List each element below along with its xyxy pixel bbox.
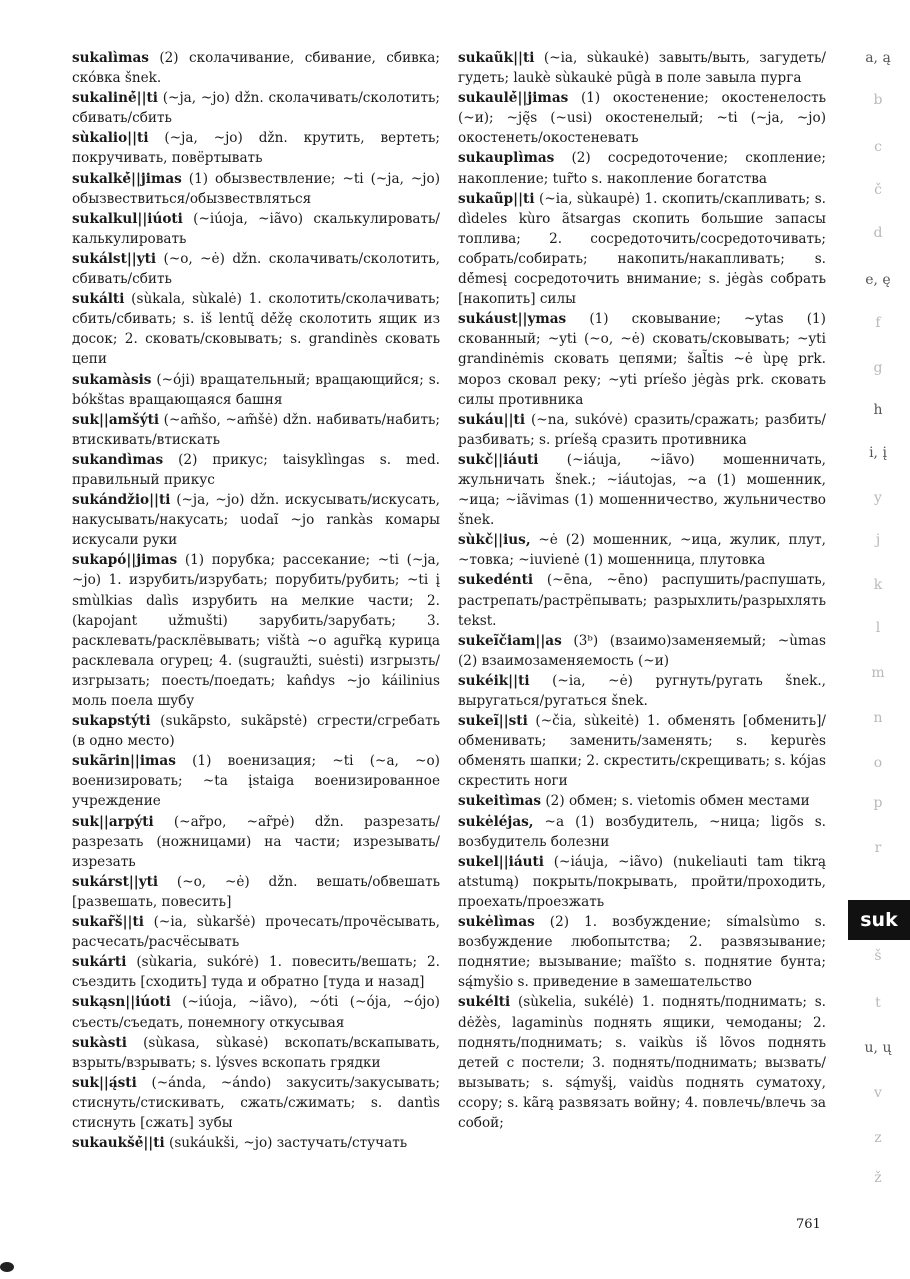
entry-headword: sukamàsis xyxy=(72,371,152,388)
right-column xyxy=(458,48,826,1133)
dictionary-entry: sukéik||ti (~ia, ~ė) ругнуть/ругать šnek., выругаться/ругаться šnek. xyxy=(458,672,826,709)
index-letter[interactable]: t xyxy=(875,995,881,1011)
entry-headword: sukąsn||iúoti xyxy=(72,994,171,1011)
dictionary-entry: sukedénti (~ēna, ~ēno) распушить/распушать, растрепать/растрёпывать; разрыхлить/разрыхлять tekst. xyxy=(458,572,826,629)
dictionary-entry: sukėlìmas (2) 1. возбуждение; símalsùmo s. возбуждение любопытства; 2. развязывание; поднятие; вызывание; maĩšto s. поднятие бунта; są́myšio s. приведение в замешательство xyxy=(458,914,826,991)
left-column xyxy=(72,48,440,1153)
entry-headword: sukeitìmas xyxy=(458,793,542,810)
entry-headword: sukapó||jimas xyxy=(72,552,178,569)
index-letter[interactable]: u, ų xyxy=(864,1040,892,1056)
dictionary-entry: sukapó||jimas (1) порубка; рассекание; ~ti (~ja, ~jo) 1. изрубить/изрубать; порубить/рубить; ~ti į smùlkias dalìs изрубить на мелкие части; 2. (kapojant užmušti) зарубить/зарубать; 3. расклевать/расклёвывать; vištà ~o agur̃ką курица расклевала огурец; 4. (sugraužti, suėsti) изгрызть/изгрызать; поесть/поедать; kan̂dys ~jo káilinius моль поела шубу xyxy=(72,552,440,709)
entry-headword: sukalkė́||jimas xyxy=(72,170,182,187)
dictionary-entry: sukč||iáuti (~iáuja, ~iãvo) мошенничать, жульничать šnek.; ~iáutojas, ~a (1) мошенник, ~ица; ~iãvimas (1) мошенничество, жульничество šnek. xyxy=(458,451,826,529)
index-letter[interactable]: o xyxy=(873,755,883,771)
entry-headword: sukaukšė́||ti xyxy=(72,1135,165,1152)
index-letter[interactable]: e, ę xyxy=(865,272,891,288)
dictionary-entry: sukárti (sùkaria, sukórė) 1. повесить/вешать; 2. съездить [сходить] туда и обратно [туда и назад] xyxy=(72,954,440,991)
entry-headword: sukar̃š||ti xyxy=(72,914,144,931)
dictionary-entry: sukálti (sùkala, sùkalė) 1. сколотить/сколачивать; сбить/сбивать; s. iš lentų̃ dė́žę сколотить ящик из досок; 2. сковать/сковывать; s. grandinès сковать цепи xyxy=(72,291,440,368)
dictionary-entry: sukalìmas (2) сколачивание, сбивание, сбивка; скóвка šnek. xyxy=(72,50,440,87)
entry-headword: sukalìmas xyxy=(72,50,149,66)
dictionary-entry: sukãrin||imas (1) военизация; ~ti (~a, ~o) военизировать; ~ta įstaiga военизированное учреждение xyxy=(72,753,440,810)
entry-headword: sukalinė́||ti xyxy=(72,90,158,107)
entry-headword: sukáu||ti xyxy=(458,411,525,428)
dictionary-entry: suk||arpýti (~ar̃po, ~ar̃pė) džn. разрезать/разрезать (ножницами) на части; изрезывать/изрезать xyxy=(72,813,440,870)
dictionary-entry: sukaũk||ti (~ia, sùkaukė) завыть/выть, загудеть/гудеть; laukè sùkaukė pūgà в поле завыла пурга xyxy=(458,50,826,87)
entry-headword: sukélti xyxy=(458,994,511,1011)
index-letter[interactable]: a, ą xyxy=(865,50,891,66)
dictionary-entry: sukapstýti (sukãpsto, sukãpstė) сгрести/сгребать (в одно место) xyxy=(72,713,440,750)
index-letter[interactable]: n xyxy=(873,710,883,726)
entry-headword: sukč||iáuti xyxy=(458,451,539,468)
dictionary-entry: sukándžio||ti (~ja, ~jo) džn. искусывать/искусать, накусывать/накусать; uodaĩ ~jo rankàs комары искусали руки xyxy=(72,492,440,549)
entry-headword: sukárti xyxy=(72,954,127,971)
entry-headword: sukãrin||imas xyxy=(72,753,176,770)
entry-headword: sukáust||ymas xyxy=(458,311,567,328)
entry-headword: suk||arpýti xyxy=(72,813,154,830)
dictionary-entry: suk||amšýti (~am̃šo, ~am̃šė) džn. набивать/набить; втискивать/втискать xyxy=(72,411,440,448)
index-letter[interactable]: z xyxy=(874,1130,882,1146)
dictionary-entry: sukalkė́||jimas (1) обызвествление; ~ti (~ja, ~jo) обызвествиться/обызвествляться xyxy=(72,170,440,207)
index-letter[interactable]: m xyxy=(871,665,885,681)
index-letter[interactable]: š xyxy=(874,948,882,964)
dictionary-entry: sukauplìmas (2) сосредоточение; скопление; накопление; tur̃to s. накопление богатства xyxy=(458,150,826,187)
dictionary-entry: sukamàsis (~óji) вращательный; вращающийся; s. bókštas вращающаяся башня xyxy=(72,371,440,408)
entry-headword: sukandìmas xyxy=(72,451,164,468)
index-letter[interactable]: j xyxy=(875,532,881,548)
index-letter[interactable]: i, į xyxy=(869,445,887,461)
entry-headword: sukárst||yti xyxy=(72,873,159,890)
entry-headword: sukéik||ti xyxy=(458,672,530,689)
dictionary-entry: sukel||iáuti (~iáuja, ~iãvo) (nukeliauti tam tikrą atstumą) покрыть/покрывать, пройти/проходить, проехать/проезжать xyxy=(458,853,826,910)
index-letter[interactable]: c xyxy=(874,139,882,155)
index-letter[interactable]: d xyxy=(873,225,883,241)
entry-headword: sukalkul||iúoti xyxy=(72,210,183,227)
entry-headword: sukel||iáuti xyxy=(458,853,544,870)
index-letter[interactable]: h xyxy=(873,402,883,418)
page-number: 761 xyxy=(796,1217,821,1232)
entry-headword: suk||amšýti xyxy=(72,411,160,428)
index-letter[interactable]: g xyxy=(873,360,883,376)
dictionary-entry: sukaukšė́||ti (sukáukši, ~jo) застучать/стучать xyxy=(72,1135,408,1152)
dictionary-entry: suk||ą́sti (~ánda, ~ándo) закусить/закусывать; стиснуть/стискивать, сжать/сжимать; s. dantìs стиснуть [сжать] зубы xyxy=(72,1074,440,1131)
index-letter[interactable]: l xyxy=(875,620,881,636)
dictionary-entry: sùkč||ius, ~ė (2) мошенник, ~ица, жулик, плут, ~товка; ~iuvienė (1) мошенница, плутовка xyxy=(458,532,826,569)
dictionary-entry: sukandìmas (2) прикус; taisyklìngas s. med. правильный прикус xyxy=(72,451,440,488)
thumb-index-tab[interactable]: suk xyxy=(848,900,910,940)
alphabet-index xyxy=(852,50,902,1200)
entry-headword: sukaũp||ti xyxy=(458,190,535,207)
index-letter[interactable]: f xyxy=(875,315,881,331)
entry-headword: sùkalio||ti xyxy=(72,130,149,147)
dictionary-entry: sukaulė́||jimas (1) окостенение; окостенелость (~и); ~ję̃s (~usi) окостенелый; ~ti (~ja, ~jo) окостенеть/окостеневать xyxy=(458,90,826,147)
entry-headword: sùkč||ius, xyxy=(458,532,531,549)
index-letter[interactable]: b xyxy=(873,92,883,108)
entry-headword: sukàsti xyxy=(72,1034,127,1051)
dictionary-entry: sukeĩčiam||as (3ᵇ) (взаимо)заменяемый; ~ùmas (2) взаимозаменяемость (~и) xyxy=(458,632,826,669)
dictionary-entry: sukálst||yti (~o, ~ė) džn. сколачивать/сколотить, сбивать/сбить xyxy=(72,250,440,288)
entry-headword: sukálti xyxy=(72,291,125,308)
index-letter[interactable]: č xyxy=(874,182,882,198)
dictionary-entry: sukélti (sùkelia, sukélė) 1. поднять/поднимать; s. dėžès, lagaminùs поднять ящики, чемоданы; 2. поднять/поднимать; s. vaikùs iš lõvos поднять детей с постели; 3. поднять/поднимать; вызвать/вызывать; s. są́myšį, vaidùs поднять суматоху, ссору; s. kãrą развязать войну; 4. повлечь/влечь за собой; xyxy=(458,994,826,1131)
dictionary-entry: sukalkul||iúoti (~iúoja, ~iãvo) скалькулировать/калькулировать xyxy=(72,210,440,247)
index-letter[interactable]: p xyxy=(873,795,883,811)
entry-headword: sukapstýti xyxy=(72,713,151,730)
index-letter[interactable]: k xyxy=(873,577,883,593)
entry-headword: sukauplìmas xyxy=(458,150,555,167)
scan-artifact xyxy=(0,1262,14,1272)
entry-headword: sukėléjas, xyxy=(458,813,534,830)
dictionary-entry: sukáust||ymas (1) сковывание; ~ytas (1) скованный; ~yti (~o, ~ė) сковать/сковывать; ~yti grandinėmis сковать цепями; šal̃tis ~ė ùpę prk. мороз сковал реку; ~yti príešo jėgàs prk. сковать силы противника xyxy=(458,311,826,408)
entry-headword: sukálst||yti xyxy=(72,250,157,267)
entry-headword: sukedénti xyxy=(458,572,534,589)
dictionary-entry: sukar̃š||ti (~ia, sùkaršė) прочесать/прочёсывать, расчесать/расчёсывать xyxy=(72,914,440,951)
dictionary-entry: sukėléjas, ~a (1) возбудитель, ~ница; ligõs s. возбудитель болезни xyxy=(458,813,826,850)
entry-headword: sukeĩčiam||as xyxy=(458,632,562,649)
dictionary-entry: sukąsn||iúoti (~iúoja, ~iãvo), ~óti (~ója, ~ójo) съесть/съедать, понемногу откусывая xyxy=(72,994,440,1031)
entry-headword: sukeĩ||sti xyxy=(458,713,528,730)
dictionary-entry: sukárst||yti (~o, ~ė) džn. вешать/обвешать [развешать, повесить] xyxy=(72,873,440,910)
entry-headword: sukaũk||ti xyxy=(458,50,535,66)
thumb-index-bar xyxy=(848,932,910,940)
dictionary-entry: sùkalio||ti (~ja, ~jo) džn. крутить, вертеть; покручивать, повёртывать xyxy=(72,130,440,167)
index-letter[interactable]: ž xyxy=(874,1170,882,1186)
dictionary-entry: sukeĩ||sti (~čia, sùkeitė) 1. обменять [обменить]/обменивать; заменить/заменять; s. kepurès обменять шапки; 2. скрестить/скрещивать; s. kójas скрестить ноги xyxy=(458,713,826,790)
entry-headword: suk||ą́sti xyxy=(72,1074,137,1091)
dictionary-entry: sukáu||ti (~na, sukóvė) сразить/сражать; разбить/разбивать; s. príešą сразить противника xyxy=(458,411,826,448)
dictionary-entry: sukàsti (sùkasa, sùkasė) вскопать/вскапывать, взрыть/взрывать; s. lýsves вскопать грядки xyxy=(72,1034,440,1071)
dictionary-entry: sukalinė́||ti (~ja, ~jo) džn. сколачивать/сколотить; сбивать/сбить xyxy=(72,90,440,127)
dictionary-entry: sukeitìmas (2) обмен; s. vietomis обмен местами xyxy=(458,793,810,810)
entry-headword: sukándžio||ti xyxy=(72,492,171,509)
dictionary-entry: sukaũp||ti (~ia, sùkaupė) 1. скопить/скапливать; s. dìdeles kùro ãtsargas скопить большие запасы топлива; 2. сосредоточить/сосредоточивать; собрать/собирать; накопить/накапливать; s. dė́mesį сосредоточить внимание; s. jėgàs собрать [накопить] силы xyxy=(458,190,826,308)
entry-headword: sukaulė́||jimas xyxy=(458,90,569,107)
index-letter[interactable]: v xyxy=(874,1085,882,1101)
index-letter[interactable]: r xyxy=(874,840,882,856)
index-letter[interactable]: y xyxy=(874,490,882,506)
entry-headword: sukėlìmas xyxy=(458,914,535,931)
